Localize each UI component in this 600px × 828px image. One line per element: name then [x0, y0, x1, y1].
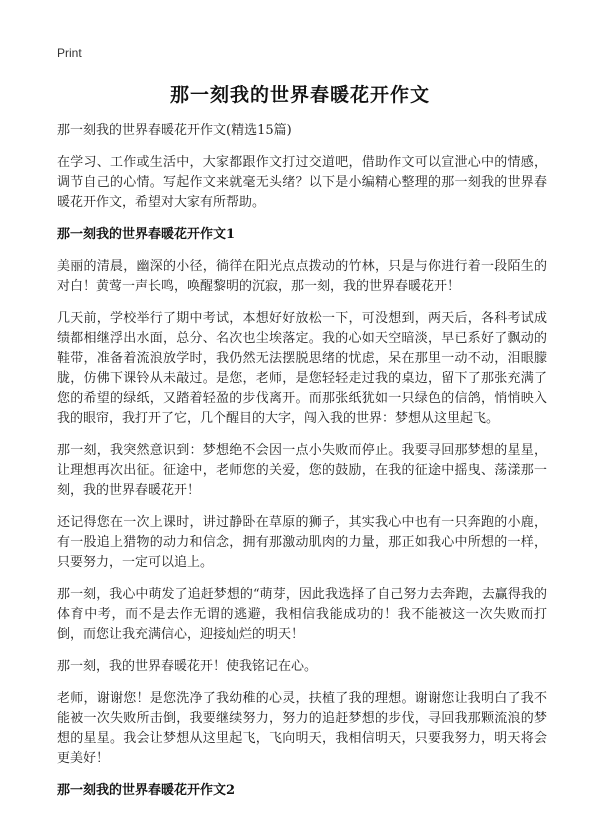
intro-paragraph: 在学习、工作或生活中，大家都跟作文打过交道吧，借助作文可以宣泄心中的情感，调节自己的心情。写起作文来就毫无头绪？以下是小编精心整理的那一刻我的世界春暖花开作文，希望对大家有所帮助。: [57, 155, 547, 210]
section-paragraph: 那一刻，我突然意识到：梦想绝不会因一点小失败而停止。我要寻回那梦想的星星，让理想再次出征。征途中，老师您的关爱，您的鼓励，在我的征途中摇曳、荡漾那一刻，我的世界春暖花开！: [57, 443, 547, 498]
section-paragraph: 老师，谢谢您！是您洗净了我幼稚的心灵，扶植了我的理想。谢谢您让我明白了我不能被一次失败所击倒，我要继续努力，努力的追赶梦想的步伐，寻回我那颗流浪的梦想的星星。我会让梦想从这里起飞，飞向明天，我相信明天，只要我努力，明天将会更美好！: [57, 691, 547, 766]
section-1: [57, 225, 547, 769]
page-title: 那一刻我的世界春暖花开作文: [169, 84, 430, 106]
section-paragraph: 还记得您在一次上课时，讲过静卧在草原的狮子，其实我心中也有一只奔跑的小鹿，有一股追上猎物的动力和信念，拥有那激动肌肉的力量，那正如我心中所想的一样，只要努力，一定可以追上。: [57, 515, 547, 570]
section-paragraph: 那一刻，我心中萌发了追赶梦想的“萌芽，因此我选择了自己努力去奔跑，去赢得我的体育中考，而不是去作无谓的逃避，我相信我能成功的！我不能被这一次失败而打倒，而您让我充满信心，迎接灿烂的明天！: [57, 587, 547, 642]
print-link[interactable]: Print: [57, 46, 82, 60]
article-body: [57, 121, 547, 813]
section-2: [57, 781, 547, 801]
article-subtitle: 那一刻我的世界春暖花开作文(精选15篇): [57, 123, 292, 138]
section-paragraph: 那一刻，我的世界春暖花开！使我铭记在心。: [57, 659, 318, 674]
section-paragraph: 美丽的清晨，幽深的小径，徜徉在阳光点点拨动的竹林，只是与你进行着一段陌生的对白！黄莺一声长鸣，唤醒黎明的沉寂，那一刻，我的世界春暖花开！: [57, 259, 547, 294]
section-heading: 那一刻我的世界春暖花开作文1: [57, 227, 236, 242]
section-paragraph: 几天前，学校举行了期中考试，本想好好放松一下，可没想到，两天后，各科考试成绩都相继浮出水面，总分、名次也尘埃落定。我的心如天空暗淡，早已系好了飘动的鞋带，准备着流浪放学时，我仍然无法摆脱思绪的忧虑，呆在那里一动不动，泪眼朦胧，仿佛下课铃从未敲过。是您，老师，是您轻轻走过我的桌边，留下了那张充满了您的希望的绿纸，又踏着轻盈的步伐离开。而那张纸犹如一只绿色的信鸽，悄悄映入我的眼帘，我打开了它，几个醒目的大字，闯入我的世界：梦想从这里起飞。: [57, 311, 547, 426]
section-heading: 那一刻我的世界春暖花开作文2: [57, 783, 236, 798]
